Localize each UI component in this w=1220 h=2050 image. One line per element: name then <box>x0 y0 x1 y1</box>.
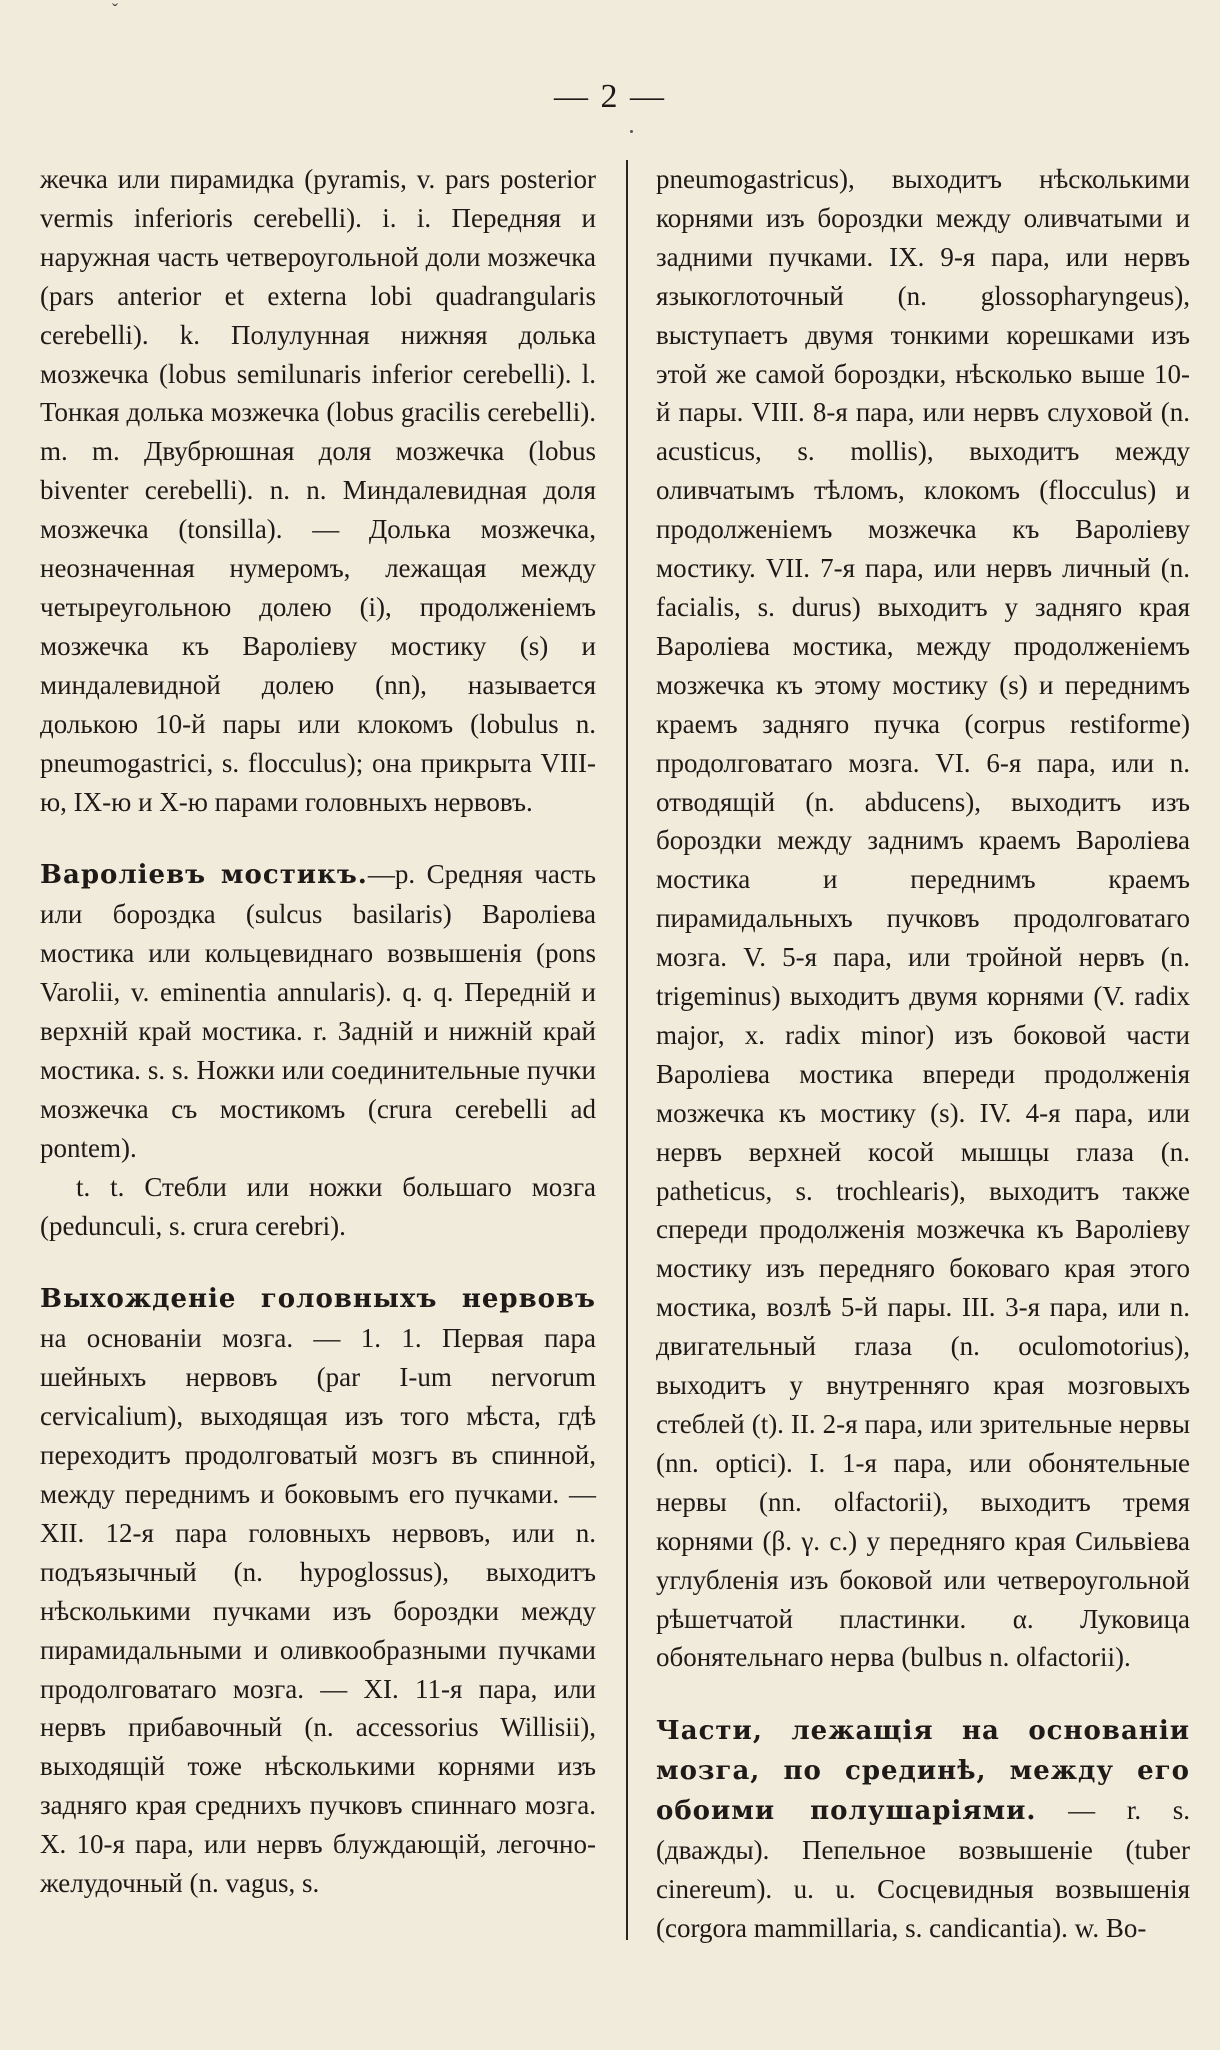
right-column <box>656 160 1190 1948</box>
left-paragraph-3: t. t. Стебли или ножки большаго мозга (pedunculi, s. crura cerebri). <box>40 1171 596 1241</box>
left-paragraph-1: жечка или пирамидка (pyramis, v. pars posterior vermis inferioris cerebelli). i. i. Передняя и наружная часть четвероугольной доли мозжечка (pars anterior et externa lobi quadrangularis cerebelli). k. Полулунная нижняя долька мозжечка (lobus semilunaris inferior cerebelli). l. Тонкая долька мозжечка (lobus gracilis cerebelli). m. m. Двубрюшная доля мозжечка (lobus biventer cerebelli). n. n. Миндалевидная доля мозжечка (tonsilla). — Долька мозжечка, неозначенная нумеромъ, лежащая между четыреугольною долею (i), продолженiемъ мозжечка къ Вароліеву мостику (s) и миндалевидной долею (nn), называется долькою 10-й пары или клокомъ (lobulus n. pneumogastrici, s. flocculus); она прикрыта VIII-ю, IX-ю и X-ю парами головныхъ нервовъ. <box>40 164 596 817</box>
spacer <box>40 821 596 855</box>
left-paragraph-2 <box>40 855 596 1167</box>
nerves-text: на основаніи мозга. — 1. 1. Первая пара шейныхъ нервовъ (par I-um nervorum cervicalium), выходящая изъ того мѣста, гдѣ переходитъ продолговатый мозгъ въ спинной, между переднимъ и боковымъ его пучками. — XII. 12-я пара головныхъ нервовъ, или n. подъязычный (n. hypoglossus), выходитъ нѣсколькими пучками изъ бороздки между пирамидальными и оливкообразными пучками продолговатаго мозга. — XI. 11-я пара, или нервъ прибавочный (n. accessorius Willisii), выходящій тоже нѣсколькими корнями изъ задняго края среднихъ пучковъ спиннаго мозга. X. 10-я пара, или нервъ блуждающій, легочно-желудочный (n. vagus, s. <box>40 1323 596 1899</box>
corner-mark: ˇ <box>112 0 118 20</box>
left-column <box>40 160 596 1903</box>
pons-text: —p. Средняя часть или бороздка (sulcus basilaris) Вароліева мостика или кольцевиднаго возвышенія (pons Varolii, v. eminentia annularis). q. q. Переднiй и верхнiй край мостика. r. Заднiй и нижнiй край мостика. s. s. Ножки или соединительные пучки мозжечка съ мостикомъ (crura cerebelli ad pontem). <box>40 859 596 1163</box>
section-heading-pons: Вароліевъ мостикъ. <box>40 860 368 891</box>
right-paragraph-2 <box>656 1711 1190 1947</box>
spacer <box>40 1245 596 1279</box>
right-paragraph-1: pneumogastricus), выходитъ нѣсколькими корнями изъ бороздки между оливчатыми и задними пучками. IX. 9-я пара, или нервъ языкоглоточный (n. glossopharyngeus), выступаетъ двумя тонкими корешками изъ этой же самой бороздки, нѣсколько выше 10-й пары. VIII. 8-я пара, или нервъ слуховой (n. acusticus, s. mollis), выходитъ между оливчатымъ тѣломъ, клокомъ (flocculus) и продолженіемъ мозжечка къ Вароліеву мостику. VII. 7-я пара, или нервъ личный (n. facialis, s. durus) выходитъ у задняго края Вароліева мостика, между продолженіемъ мозжечка къ этому мостику (s) и переднимъ краемъ задняго пучка (corpus restiforme) продолговатаго мозга. VI. 6-я пара, или n. отводящій (n. abducens), выходитъ изъ бороздки между заднимъ краемъ Вароліева мостика и переднимъ краемъ пирамидальныхъ пучковъ продолговатаго мозга. V. 5-я пара, или тройной нервъ (n. trigeminus) выходитъ двумя корнями (V. radix major, x. radix minor) изъ боковой части Вароліева мостика впереди продолженія мозжечка къ мостику (s). IV. 4-я пара, или нервъ верхней косой мышцы глаза (n. patheticus, s. trochlearis), выходитъ также спереди продолженія мозжечка къ Вароліеву мостику изъ передняго боковаго края этого мостика, возлѣ 5-й пары. III. 3-я пара, или n. двигательный глаза (n. oculomotorius), выходитъ у внутренняго края мозговыхъ стеблей (t). II. 2-я пара, или зрительные нервы (nn. optici). I. 1-я пара, или обонятельные нервы (nn. olfactorii), выходитъ тремя корнями (β. γ. c.) у передняго края Сильвіева углубленія изъ боковой или четвероугольной рѣшетчатой пластинки. α. Луковица обонятельнаго нерва (bulbus n. olfactorii). <box>656 164 1190 1673</box>
page-number: — 2 — <box>554 78 666 115</box>
column-divider <box>626 160 628 1940</box>
section-heading-nerves: Выхожденіе головныхъ нервовъ <box>40 1284 596 1315</box>
section-heading-base-parts: Части, лежащія на основаніи мозга, по срединѣ, между его обоими полушаріями. <box>656 1716 1190 1827</box>
base-parts-text: — r. s. (дважды). Пепельное возвышеніе (tuber cinereum). u. u. Сосцевидныя возвышенія (corgora mammillaria, s. candicantia). w. Во- <box>656 1795 1190 1943</box>
left-paragraph-4 <box>40 1279 596 1903</box>
spacer <box>656 1677 1190 1711</box>
ink-dot <box>630 130 633 133</box>
